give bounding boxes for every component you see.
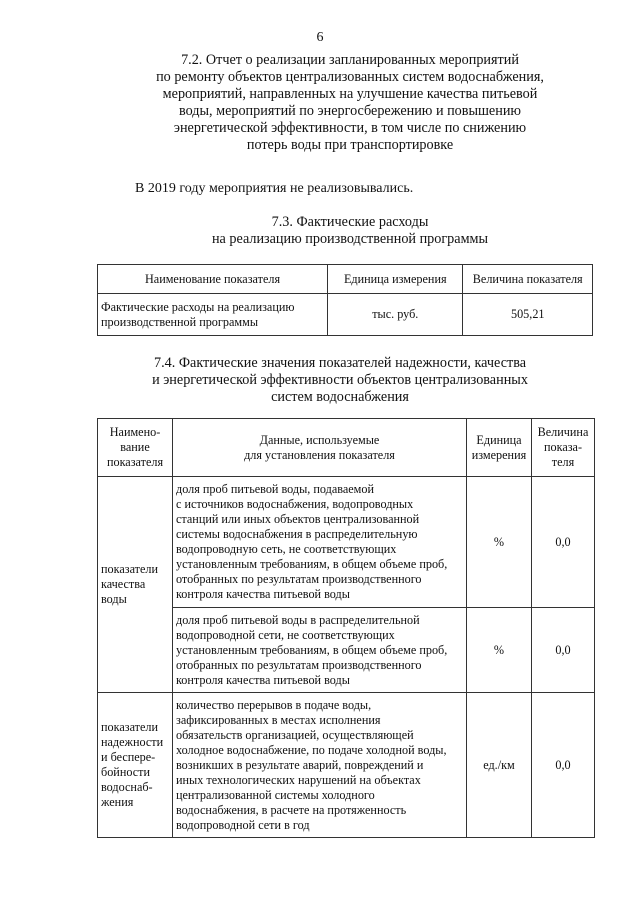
row-unit: тыс. руб. bbox=[328, 294, 463, 336]
group-name-reliability: показатели надежности и беспере- бойности водоснаб- жения bbox=[98, 693, 173, 838]
header-value: Величина показателя bbox=[463, 265, 593, 294]
section-7-2-title: 7.2. Отчет о реализации запланированных мероприятий по ремонту объектов централизованных систем водоснабжения, мероприятий, направленных на улучшение качества питьевой воды, мероприятий по энергосбережению и повышению энергетической эффективности, в том числе по снижению потерь воды при транспортировке bbox=[156, 52, 544, 153]
group-name-quality: показатели качества воды bbox=[98, 477, 173, 693]
section-7-2-text: В 2019 году мероприятия не реализовывались. bbox=[135, 181, 414, 196]
header-unit: Единица измерения bbox=[467, 419, 532, 477]
table-header-row bbox=[98, 419, 595, 477]
row-data: доля проб питьевой воды в распределительной водопроводной сети, не соответствующих установленным требованиям, в общем объеме проб, отобранных по результатам производственного контроля качества питьевой воды bbox=[173, 608, 467, 693]
row-value: 0,0 bbox=[532, 693, 595, 838]
row-value: 0,0 bbox=[532, 477, 595, 608]
row-unit: ед./км bbox=[467, 693, 532, 838]
header-value: Величина показа- теля bbox=[532, 419, 595, 477]
section-7-3-title: 7.3. Фактические расходы на реализацию производственной программы bbox=[211, 214, 489, 247]
header-name: Наимено- вание показателя bbox=[98, 419, 173, 477]
table-header-row bbox=[98, 265, 593, 294]
indicators-table bbox=[97, 418, 595, 838]
row-unit: % bbox=[467, 477, 532, 608]
row-name: Фактические расходы на реализацию производственной программы bbox=[98, 294, 328, 336]
row-data: доля проб питьевой воды, подаваемой с источников водоснабжения, водопроводных станций или иных объектов централизованной системы водоснабжения в распределительную водопроводную сеть, не соответствующих установленным требованиям, в общем объеме проб, отобранных по результатам производственного контроля качества питьевой воды bbox=[173, 477, 467, 608]
table-row bbox=[98, 608, 595, 693]
row-value: 0,0 bbox=[532, 608, 595, 693]
row-unit: % bbox=[467, 608, 532, 693]
row-data: количество перерывов в подаче воды, зафиксированных в местах исполнения обязательств организацией, осуществляющей холодное водоснабжение, по подаче холодной воды, возникших в результате аварий, повреждений и иных технологических нарушений на объектах централизованной системы холодного водоснабжения, в расчете на протяженность водопроводной сети в год bbox=[173, 693, 467, 838]
table-row bbox=[98, 693, 595, 838]
header-name: Наименование показателя bbox=[98, 265, 328, 294]
table-row bbox=[98, 477, 595, 608]
expenses-table bbox=[97, 264, 593, 336]
table-row bbox=[98, 294, 593, 336]
header-unit: Единица измерения bbox=[328, 265, 463, 294]
row-value: 505,21 bbox=[463, 294, 593, 336]
page-number: 6 bbox=[316, 30, 324, 45]
header-data: Данные, используемые для установления показателя bbox=[173, 419, 467, 477]
section-7-4-title: 7.4. Фактические значения показателей надежности, качества и энергетической эффективности объектов централизованных систем водоснабжения bbox=[152, 355, 528, 405]
